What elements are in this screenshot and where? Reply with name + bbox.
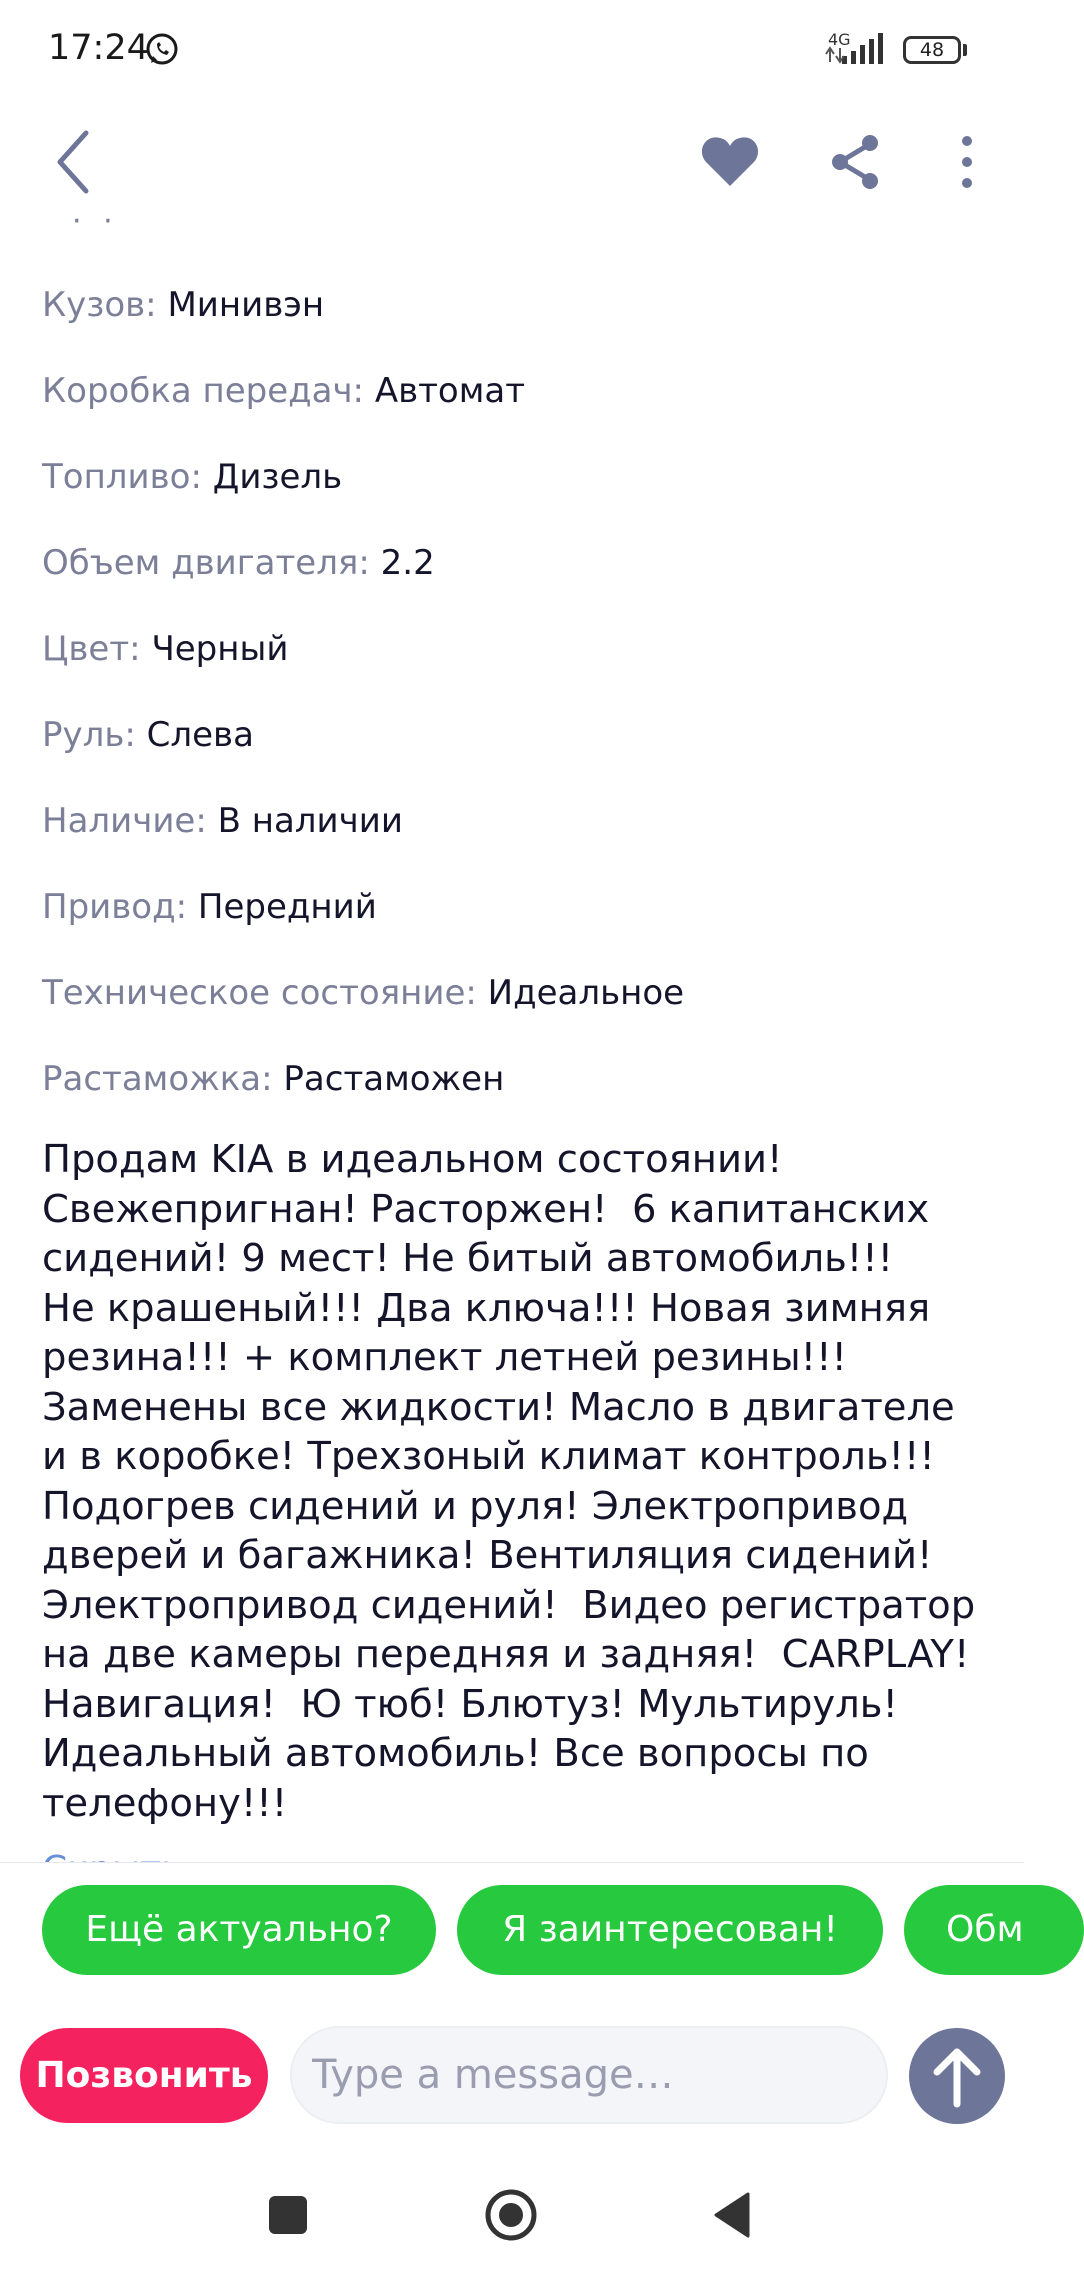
network-type-label: 4G [828, 30, 851, 49]
spec-value: Идеальное [487, 973, 685, 1013]
recents-icon[interactable] [269, 2196, 307, 2234]
back-icon[interactable] [712, 2190, 752, 2240]
spec-value: Дизель [212, 457, 343, 497]
description-line: резина!!! + комплект летней резины!!! [42, 1335, 847, 1380]
spec-label: Объем двигателя: [42, 543, 370, 583]
spec-row-customs [42, 1054, 1002, 1140]
spec-row-availability [42, 796, 1002, 882]
message-input[interactable] [290, 2026, 888, 2124]
system-nav-bar [0, 2156, 1024, 2276]
spec-list [42, 280, 1002, 1140]
message-bar [0, 1996, 1024, 2156]
description-line: Заменены все жидкости! Масло в двигателе [42, 1384, 955, 1430]
description-line: Продам KIA в идеальном состоянии! [42, 1137, 783, 1182]
whatsapp-icon [144, 32, 180, 68]
quick-reply-exchange[interactable]: Обм [904, 1885, 1084, 1975]
description-line: сидений! 9 мест! Не битый автомобиль!!! [42, 1236, 894, 1281]
spec-row-condition [42, 968, 1002, 1054]
spec-label: Кузов: [42, 285, 157, 325]
battery-tip [963, 44, 967, 56]
spec-row-transmission [42, 366, 1002, 452]
status-bar [0, 0, 1024, 100]
description-line: и в коробке! Трехзоный климат контроль!!! [42, 1434, 935, 1479]
spec-value: 2.2 [380, 543, 435, 583]
spec-row-fuel [42, 452, 1002, 538]
description-line: телефону!!! [42, 1780, 288, 1826]
description-line: Подогрев сидений и руля! Электропривод [42, 1483, 909, 1529]
signal-icon [822, 30, 890, 70]
spec-label: Техническое состояние: [42, 973, 477, 1013]
chevron-left-icon[interactable] [40, 125, 104, 199]
spec-label: Привод: [42, 887, 188, 927]
listing-description [42, 1135, 1002, 1828]
description-line: Свежепригнан! Расторжен! 6 капитанских [42, 1186, 930, 1232]
spec-row-drive [42, 882, 1002, 968]
spec-label: Растаможка: [42, 1059, 273, 1099]
share-icon[interactable] [823, 130, 887, 194]
quick-reply-still-available[interactable]: Ещё актуально? [42, 1885, 436, 1975]
spec-label: Руль: [42, 715, 136, 755]
spec-value: Автомат [374, 371, 526, 411]
spec-value: Черный [151, 629, 289, 669]
spec-value: В наличии [217, 801, 403, 841]
spec-label: Наличие: [42, 801, 207, 841]
call-button[interactable]: Позвонить [20, 2028, 268, 2123]
spec-value: Слева [146, 715, 254, 755]
spec-value: Передний [197, 887, 377, 927]
description-line: Не крашеный!!! Два ключа!!! Новая зимняя [42, 1285, 931, 1331]
spec-label: Топливо: [42, 457, 202, 497]
more-vertical-icon[interactable] [935, 130, 999, 194]
scrolled-content-fragment: · · [72, 204, 119, 239]
status-time: 17:24 [48, 28, 149, 68]
home-icon[interactable] [484, 2188, 538, 2242]
description-line: Идеальный автомобиль! Все вопросы по [42, 1731, 869, 1776]
battery-icon: 48 [903, 36, 961, 64]
description-line: Навигация! Ю тюб! Блютуз! Мультируль! [42, 1681, 898, 1727]
spec-value: Растаможен [283, 1059, 505, 1099]
heart-icon[interactable] [698, 130, 762, 194]
quick-reply-interested[interactable]: Я заинтересован! [457, 1885, 883, 1975]
spec-row-body [42, 280, 1002, 366]
spec-label: Цвет: [42, 629, 141, 669]
quick-reply-bar [0, 1862, 1024, 1997]
spec-row-color [42, 624, 1002, 710]
top-app-bar [0, 100, 1024, 225]
spec-row-engine-volume [42, 538, 1002, 624]
description-line: дверей и багажника! Вентиляция сидений! [42, 1533, 933, 1578]
description-line: на две камеры передняя и задняя! CARPLAY! [42, 1632, 970, 1677]
spec-row-steering [42, 710, 1002, 796]
description-line: Электропривод сидений! Видео регистратор [42, 1582, 976, 1628]
send-button[interactable] [909, 2028, 1005, 2124]
arrow-up-icon [909, 2028, 1005, 2124]
spec-value: Минивэн [167, 285, 325, 325]
spec-label: Коробка передач: [42, 371, 365, 411]
